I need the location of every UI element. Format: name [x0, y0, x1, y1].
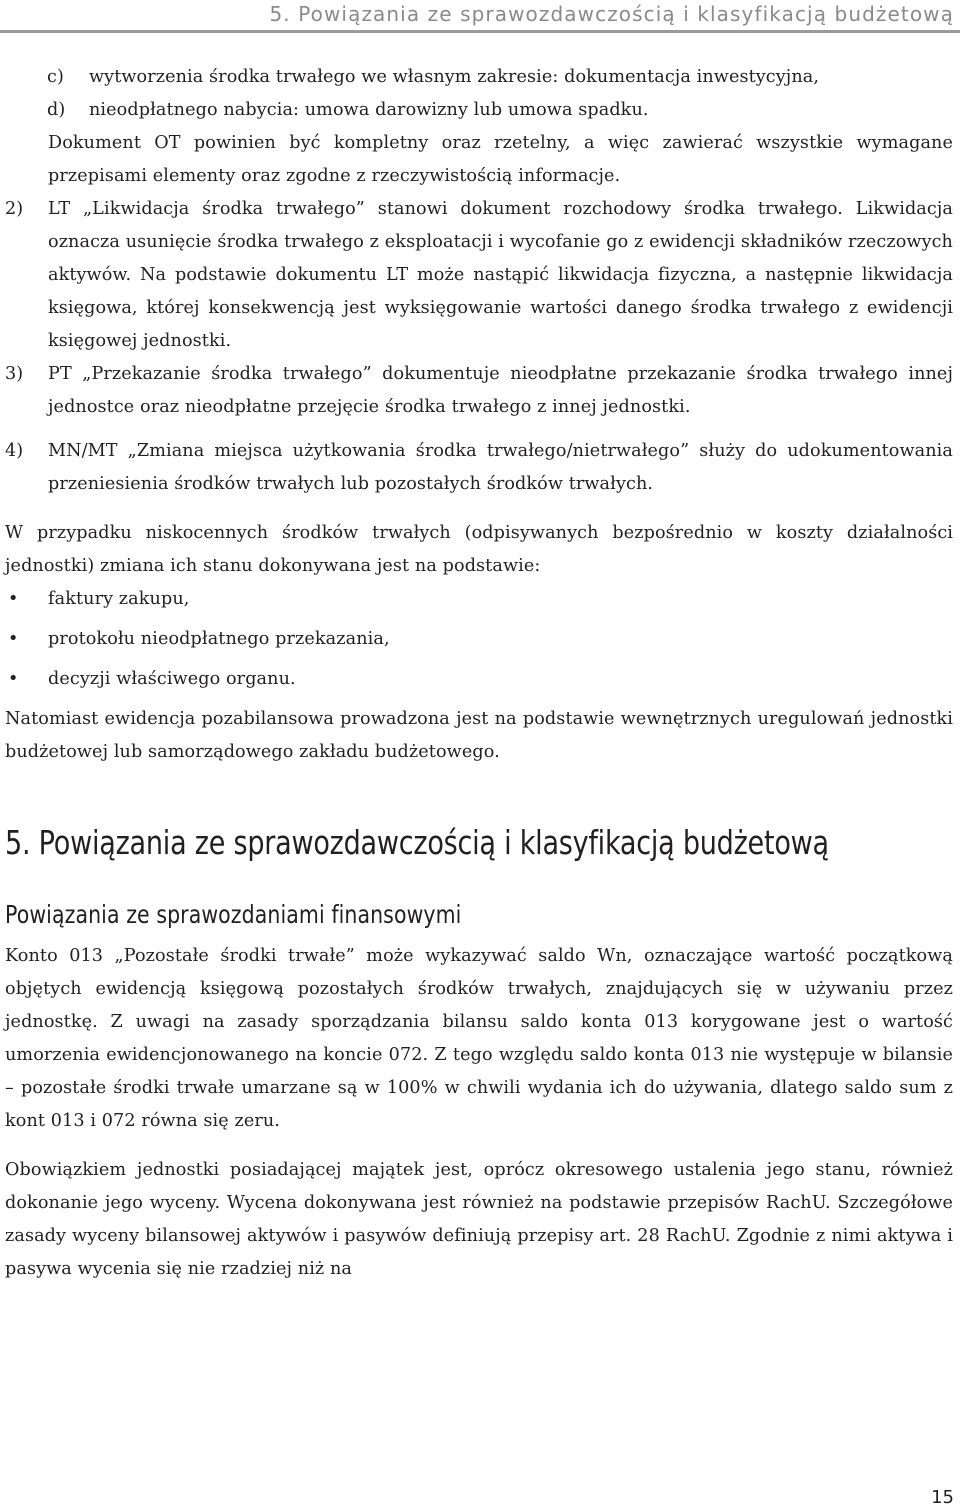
numbered-marker: 3)	[5, 364, 24, 384]
body-paragraph: Konto 013 „Pozostałe środki trwałe” może wykazywać saldo Wn, oznaczające wartość początkową objętych ewidencją księgową pozostałych środków trwałych, znajdujących się w używaniu przez jednostkę. Z uwagi na zasady sporządzania bilansu saldo konta 013 korygowane jest o wartość umorzenia ewidencjonowanego na koncie 072. Z tego względu saldo konta 013 nie występuje w bilansie – pozostałe środki trwałe umarzane są w 100% w chwili wydania ich do używania, dlatego saldo sum z kont 013 i 072 równa się zeru.	[5, 946, 953, 1131]
ot-paragraph: Dokument OT powinien być kompletny oraz rzetelny, a więc zawierać wszystkie wymagane przepisami elementy oraz zgodne z rzeczywistością informacje.	[48, 133, 953, 186]
bullet-list	[5, 583, 953, 703]
chapter-title: 5. Powiązania ze sprawozdawczością i klasyfikacją budżetową	[5, 823, 829, 862]
bullet-text: faktury zakupu,	[48, 589, 190, 609]
body-paragraph: Obowiązkiem jednostki posiadającej majątek jest, oprócz okresowego ustalenia jego stanu, również dokonanie jego wyceny. Wycena dokonywana jest również na podstawie przepisów RachU. Szczegółowe zasady wyceny bilansowej aktywów i pasywów definiują przepisy art. 28 RachU. Zgodnie z nimi aktywa i pasywa wycenia się nie rzadziej niż na	[5, 1160, 953, 1279]
numbered-item	[5, 435, 953, 501]
running-title: 5. Powiązania ze sprawozdawczością i klasyfikacją budżetową	[269, 2, 954, 26]
bullet-icon: •	[8, 629, 19, 649]
section-title: Powiązania ze sprawozdaniami finansowymi	[5, 900, 462, 929]
page-content	[5, 61, 953, 1286]
bullet-item	[5, 583, 953, 623]
numbered-item-text: MN/MT „Zmiana miejsca użytkowania środka trwałego/nietrwałego” służy do udokumentowania przeniesienia środków trwałych lub pozostałych środków trwałych.	[48, 441, 953, 494]
page-number: 15	[931, 1487, 954, 1508]
bullet-icon: •	[8, 669, 19, 689]
bullet-icon: •	[8, 589, 19, 609]
list-item-text: wytworzenia środka trwałego we własnym zakresie: dokumentacja inwestycyjna,	[89, 67, 820, 87]
list-item-text: nieodpłatnego nabycia: umowa darowizny lub umowa spadku.	[89, 100, 649, 120]
numbered-item	[5, 358, 953, 424]
ot-paragraph-block	[5, 127, 953, 193]
list-marker: d)	[47, 100, 66, 120]
numbered-marker: 2)	[5, 199, 24, 219]
numbered-item	[5, 193, 953, 358]
low-value-intro: W przypadku niskocennych środków trwałych (odpisywanych bezpośrednio w koszty działalności jednostki) zmiana ich stanu dokonywana jest na podstawie:	[5, 523, 953, 576]
numbered-item-text: LT „Likwidacja środka trwałego” stanowi dokument rozchodowy środka trwałego. Likwidacja oznacza usunięcie środka trwałego z eksploatacji i wycofanie go z ewidencji składników rzeczowych aktywów. Na podstawie dokumentu LT może nastąpić likwidacja fizyczna, a następnie likwidacja księgowa, której konsekwencją jest wyksięgowanie wartości danego środka trwałego z ewidencji księgowej jednostki.	[48, 199, 953, 351]
numbered-item-text: PT „Przekazanie środka trwałego” dokumentuje nieodpłatne przekazanie środka trwałego innej jednostce oraz nieodpłatne przejęcie środka trwałego z innej jednostki.	[48, 364, 953, 417]
bullet-text: decyzji właściwego organu.	[48, 669, 296, 689]
list-item	[5, 94, 953, 127]
bullet-item	[5, 663, 953, 703]
list-item	[5, 61, 953, 94]
bullet-text: protokołu nieodpłatnego przekazania,	[48, 629, 390, 649]
running-header	[0, 0, 960, 33]
list-marker: c)	[47, 67, 64, 87]
numbered-marker: 4)	[5, 441, 24, 461]
bullet-item	[5, 623, 953, 663]
off-balance-paragraph: Natomiast ewidencja pozabilansowa prowadzona jest na podstawie wewnętrznych uregulowań jednostki budżetowej lub samorządowego zakładu budżetowego.	[5, 709, 953, 762]
